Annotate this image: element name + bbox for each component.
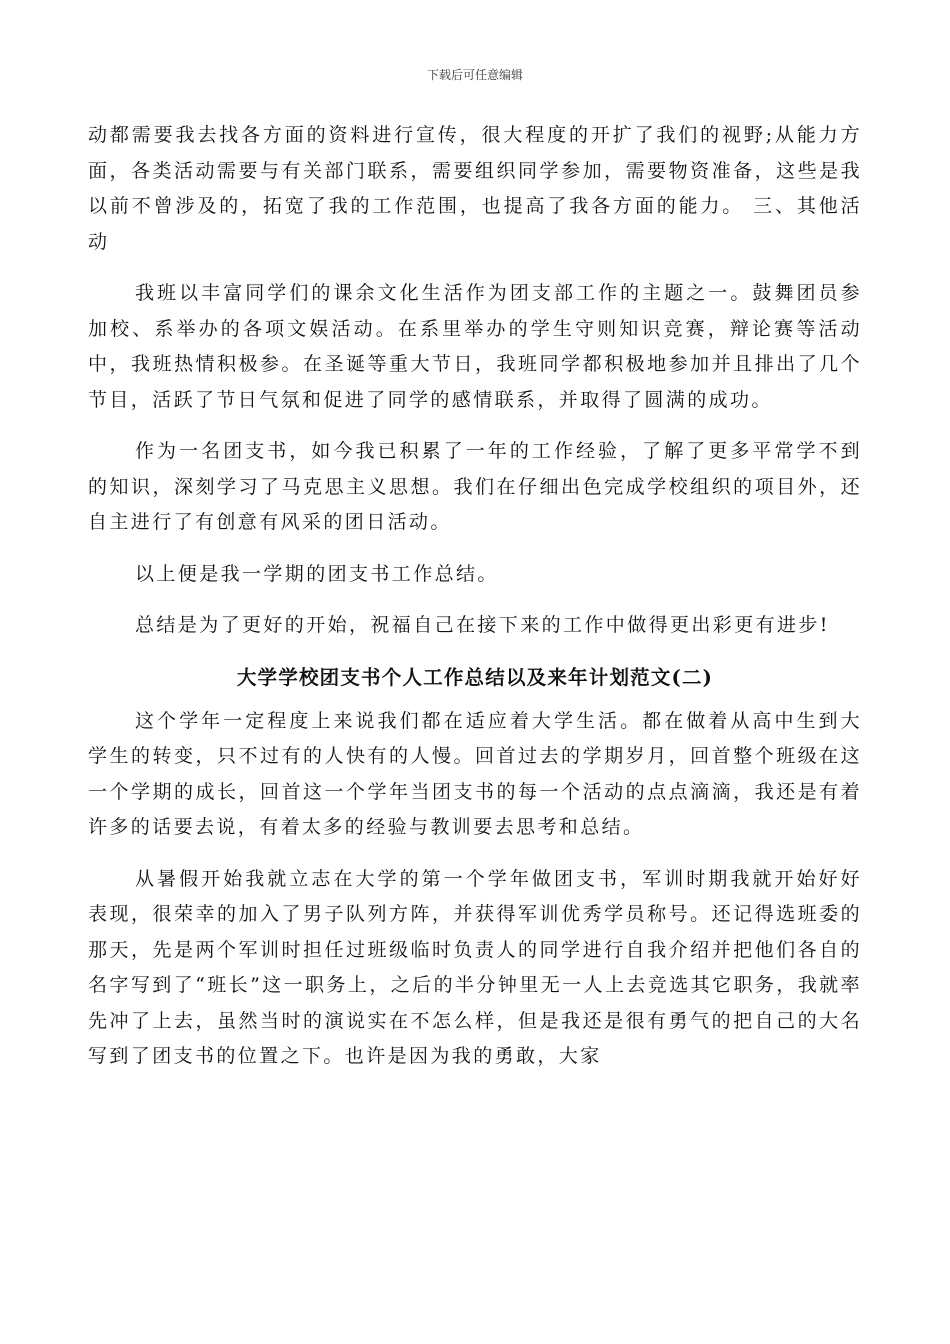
document-body: [88, 118, 862, 1091]
paragraph-summary-end: 以上便是我一学期的团支书工作总结。: [135, 562, 499, 585]
paragraph-closing: 总结是为了更好的开始，祝福自己在接下来的工作中做得更出彩更有进步!: [135, 614, 830, 636]
paragraph-continuation: 动都需要我去找各方面的资料进行宣传，很大程度的开扩了我们的视野;从能力方面，各类活动需要与有关部门联系，需要组织同学参加，需要物资准备，这些是我以前不曾涉及的，拓宽了我的工作范围，也提高了我各方面的能力。 三、其他活动: [88, 124, 862, 253]
paragraph-election: 从暑假开始我就立志在大学的第一个学年做团支书，军训时期我就开始好好表现，很荣幸的加入了男子队列方阵，并获得军训优秀学员称号。还记得选班委的那天，先是两个军训时担任过班级临时负责人的同学进行自我介绍并把他们各自的名字写到了“班长”这一职务上，之后的半分钟里无一人上去竞选其它职务，我就率先冲了上去，虽然当时的演说实在不怎么样，但是我还是很有勇气的把自己的大名写到了团支书的位置之下。也许是因为我的勇敢，大家: [88, 867, 862, 1067]
paragraph-other-activities: 我班以丰富同学们的课余文化生活作为团支部工作的主题之一。鼓舞团员参加校、系举办的各项文娱活动。在系里举办的学生守则知识竞赛，辩论赛等活动中，我班热情积极参。在圣诞等重大节日，我班同学都积极地参加并且排出了几个节目，活跃了节日气氛和促进了同学的感情联系，并取得了圆满的成功。: [88, 282, 862, 411]
page-header: 下载后可任意编辑: [426, 68, 523, 82]
section-title: 大学学校团支书个人工作总结以及来年计划范文(二): [236, 665, 714, 689]
paragraph-experience: 作为一名团支书，如今我已积累了一年的工作经验，了解了更多平常学不到的知识，深刻学习了马克思主义思想。我们在仔细出色完成学校组织的项目外，还自主进行了有创意有风采的团日活动。: [88, 440, 862, 533]
paragraph-intro: 这个学年一定程度上来说我们都在适应着大学生活。都在做着从高中生到大学生的转变，只不过有的人快有的人慢。回首过去的学期岁月，回首整个班级在这一个学期的成长，回首这一个学年当团支书的每一个活动的点点滴滴，我还是有着许多的话要去说，有着太多的经验与教训要去思考和总结。: [88, 709, 862, 838]
